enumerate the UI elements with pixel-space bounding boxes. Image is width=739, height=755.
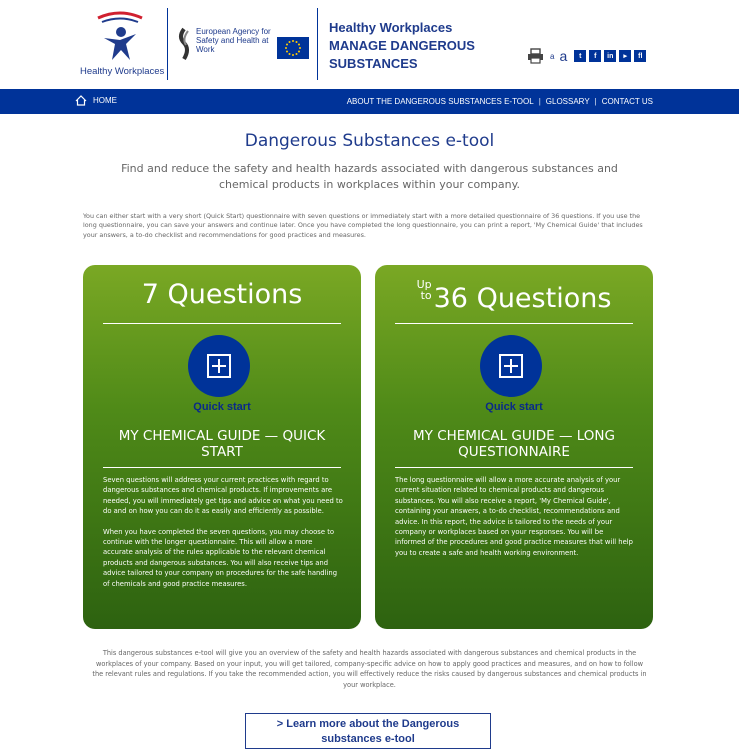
tool-title[interactable] — [329, 19, 509, 73]
eu-flag — [277, 37, 309, 59]
page-title: Dangerous Substances e-tool — [244, 131, 495, 151]
nav-about[interactable]: ABOUT THE DANGEROUS SUBSTANCES E-TOOL — [346, 97, 534, 106]
card-paragraph: When you have completed the seven questions, you may choose to continue with the longer questionnaire. This will allow a more accurate analysis of the rules applicable to the relevant chemical products and dangerous substances. You will also receive tips and advice tailored to your company on procedures for the safe handling of chemicals and good practice measures. — [103, 527, 338, 588]
plus-square-icon — [499, 354, 523, 378]
card-heading: MY CHEMICAL GUIDE — QUICK START — [118, 428, 326, 460]
question-count: 7 Questions — [141, 279, 303, 310]
healthy-workplaces-icon — [92, 10, 148, 64]
linkedin-icon[interactable]: in — [604, 50, 616, 62]
card-divider — [103, 323, 341, 324]
nav-separator: | — [594, 97, 597, 106]
plus-square-icon — [207, 354, 231, 378]
quick-start-label[interactable]: Quick start — [485, 401, 543, 413]
healthy-workplaces-text: Healthy Workplaces — [80, 66, 165, 77]
footer-text: This dangerous substances e-tool will give you an overview of the safety and health hazards associated with dangerous substances and chemical products in the workplaces of your company. Based on your input, you will get tailored, company-specific advice on how to apply good practices and measures, and on how to follow the relevant rules and regulations. If you take the recommended action, you will effectively reduce the risks caused by dangerous substances and chemical products in your workplace. — [92, 649, 647, 689]
card-divider — [395, 467, 633, 468]
healthy-workplaces-logo[interactable] — [80, 10, 165, 80]
long-questionnaire-button[interactable] — [480, 335, 542, 397]
card-paragraph: The long questionnaire will allow a more accurate analysis of your current situation related to chemical products and dangerous substances. You will also receive a report, 'My Chemical Guide', containing your answers, a to-do checklist, recommendations and advice. In this report, the advice is tailored to the needs of your company or workplaces based on your responses. You will be informed of the procedures and good practice measures that will help you to create a safe and health working environment. — [395, 476, 633, 557]
card-paragraph: Seven questions will address your current practices with regard to dangerous substances and chemical products. If improvements are needed, you will immediately get tips and advice on what you need to do and on how you can do it as easily and efficiently as possible. — [103, 476, 343, 516]
up-to-word: to — [420, 289, 432, 302]
main-nav — [0, 89, 739, 114]
flickr-icon[interactable]: fl — [634, 50, 646, 62]
card-divider — [103, 467, 341, 468]
quick-start-button[interactable] — [188, 335, 250, 397]
card-body — [395, 475, 635, 558]
nav-contact[interactable]: CONTACT US — [601, 97, 653, 106]
facebook-icon[interactable]: f — [589, 50, 601, 62]
long-questionnaire-card — [375, 265, 653, 629]
youtube-icon[interactable]: ▸ — [619, 50, 631, 62]
quick-start-label[interactable]: Quick start — [193, 401, 251, 413]
nav-links — [347, 97, 653, 106]
osha-logo[interactable] — [176, 25, 316, 65]
question-count-text: 36 Questions — [433, 283, 612, 314]
nav-home-label: HOME — [93, 96, 117, 105]
page-subtitle: Find and reduce the safety and health hazards associated with dangerous substances and chemical products in workplaces within your company. — [121, 162, 618, 191]
site-header — [0, 0, 739, 89]
tool-title-line: MANAGE DANGEROUS — [329, 38, 475, 53]
question-count — [375, 279, 653, 314]
print-icon[interactable] — [527, 48, 544, 64]
up-to-label — [417, 279, 432, 301]
card-heading: MY CHEMICAL GUIDE — LONG QUESTIONNAIRE — [413, 428, 615, 460]
quick-start-card — [83, 265, 361, 629]
font-size-large-button[interactable]: a — [559, 48, 568, 64]
nav-separator: | — [538, 97, 541, 106]
osha-emblem-icon — [176, 27, 192, 61]
nav-home[interactable] — [75, 95, 117, 106]
font-size-small-button[interactable]: a — [550, 51, 555, 61]
header-divider — [167, 8, 168, 80]
intro-text: You can either start with a very short (Quick Start) questionnaire with seven questions or immediately start with a more detailed questionnaire of 36 questions. If you use the long questionnaire, you can save your answers and continue later. Once you have completed the long questionnaire, you can print a report, 'My Chemical Guide' that includes your answers, a to-do checklist and recommendations for good practices and measures. — [83, 212, 643, 239]
eu-stars-icon — [277, 37, 309, 59]
osha-text: European Agency for Safety and Health at Work — [196, 27, 271, 54]
tool-title-line: Healthy Workplaces — [329, 20, 453, 35]
tool-title-line: SUBSTANCES — [329, 56, 418, 71]
header-tools — [527, 47, 646, 65]
nav-glossary[interactable]: GLOSSARY — [545, 97, 590, 106]
up-to-word: Up — [416, 278, 432, 291]
card-divider — [395, 323, 633, 324]
card-body — [103, 475, 343, 589]
twitter-icon[interactable]: t — [574, 50, 586, 62]
home-icon — [75, 95, 87, 106]
learn-more-button[interactable]: > Learn more about the Dangerous substances e-tool — [245, 713, 491, 749]
header-divider — [317, 8, 318, 80]
